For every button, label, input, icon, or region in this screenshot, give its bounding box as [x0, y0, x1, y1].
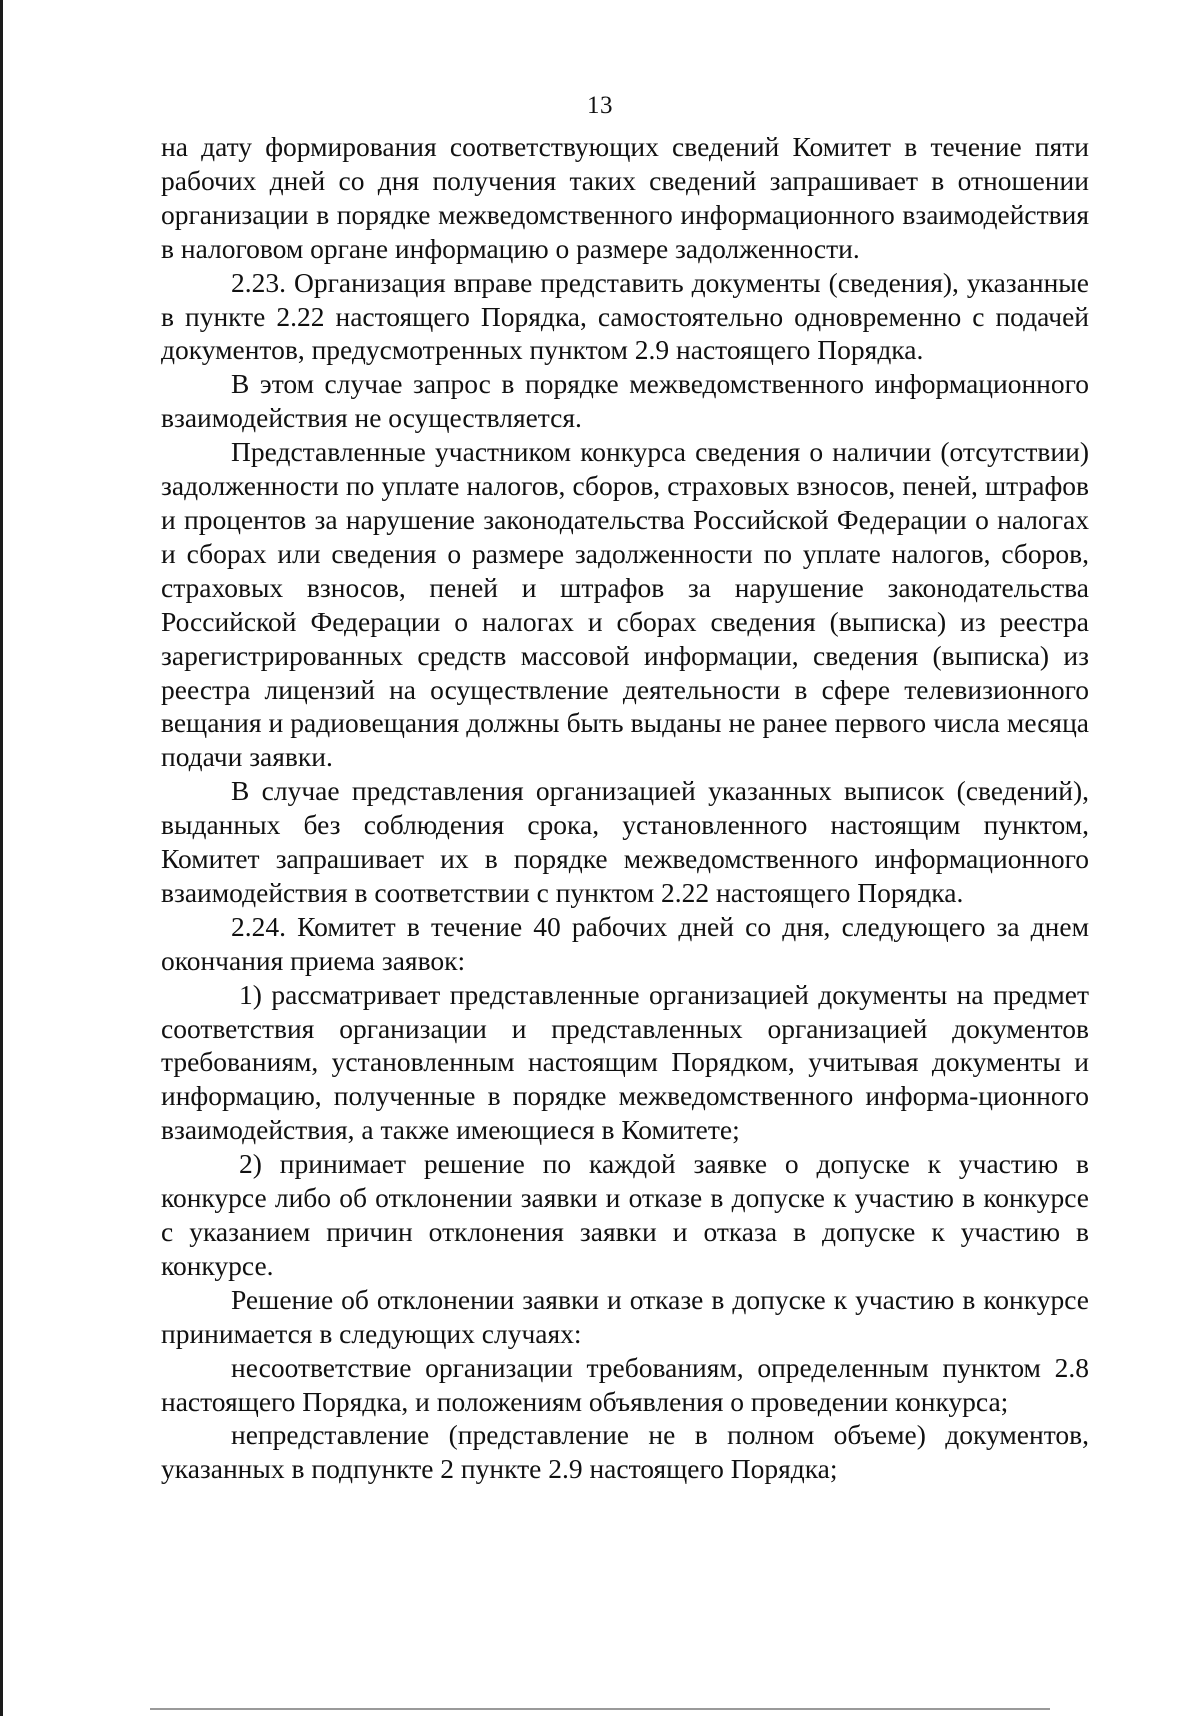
list-item-1: 1) рассматривает представленные организацией документы на предмет соответствия организации и представленных организацией документов требованиям, установленным настоящим Порядком, учитывая документы и информацию, полученные в порядке межведомственного информа-ционного взаимодействия, а также имеющиеся в Комитете; [161, 978, 1089, 1146]
page-number: 13 [587, 92, 613, 119]
paragraph-request-note: В этом случае запрос в порядке межведомственного информационного взаимодействия не осуществляется. [161, 368, 1089, 434]
paragraph-debt-info: Представленные участником конкурса сведения о наличии (отсутствии) задолженности по уплате налогов, сборов, страховых взносов, пеней, штрафов и процентов за нарушение законодательства Российской Федерации о налогах и сборах или сведения о размере задолженности по уплате налогов, сборов, страховых взносов, пеней и штрафов за нарушение законодательства Российской Федерации о налогах и сборах сведения (выписка) из реестра зарегистрированных средств массовой информации, сведения (выписка) из реестра лицензий на осуществление деятельности в сфере телевизионного вещания и радиовещания должны быть выданы не ранее первого числа месяца подачи заявки. [161, 436, 1089, 773]
paragraph-extract-deadline: В случае представления организацией указанных выписок (сведений), выданных без соблюдения срока, установленного настоящим пунктом, Комитет запрашивает их в порядке межведомственного информационного взаимодействия в соответствии с пунктом 2.22 настоящего Порядка. [161, 775, 1089, 908]
scan-bottom-edge [150, 1708, 1050, 1710]
document-body [161, 130, 1089, 1486]
rejection-case-2: непредставление (представление не в полном объеме) документов, указанных в подпункте 2 пункте 2.9 настоящего Порядка; [161, 1419, 1089, 1485]
list-item-2: 2) принимает решение по каждой заявке о допуске к участию в конкурсе либо об отклонении заявки и отказе в допуске к участию в конкурсе с указанием причин отклонения заявки и отказа в допуске к участию в конкурсе. [161, 1148, 1089, 1281]
paragraph-2-23: 2.23. Организация вправе представить документы (сведения), указанные в пункте 2.22 настоящего Порядка, самостоятельно одновременно с подачей документов, предусмотренных пунктом 2.9 настоящего Порядка. [161, 266, 1089, 366]
rejection-case-1: несоответствие организации требованиям, определенным пунктом 2.8 настоящего Порядка, и положениям объявления о проведении конкурса; [161, 1351, 1089, 1417]
paragraph-rejection-decision: Решение об отклонении заявки и отказе в допуске к участию в конкурсе принимается в следующих случаях: [161, 1283, 1089, 1349]
paragraph-2-24: 2.24. Комитет в течение 40 рабочих дней со дня, следующего за днем окончания приема заявок: [161, 910, 1089, 976]
scan-edge-line [0, 0, 3, 1716]
paragraph-continuation: на дату формирования соответствующих сведений Комитет в течение пяти рабочих дней со дня получения таких сведений запрашивает в отношении организации в порядке межведомственного информационного взаимодействия в налоговом органе информацию о размере задолженности. [161, 131, 1089, 264]
